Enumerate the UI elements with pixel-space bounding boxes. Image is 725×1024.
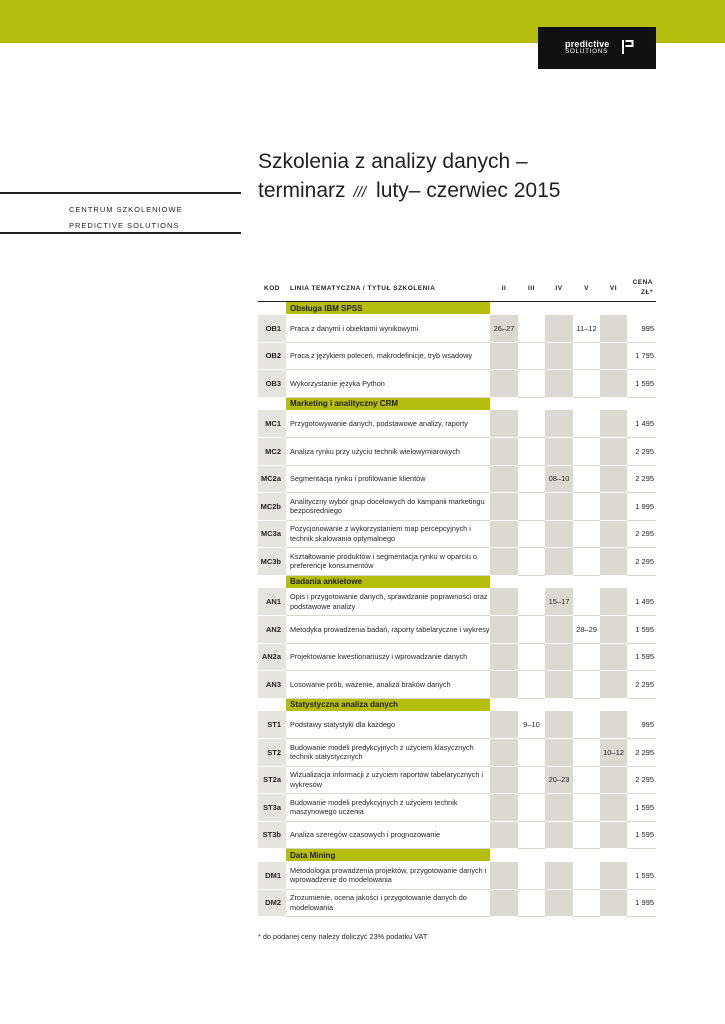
course-date-m6 xyxy=(600,616,627,644)
header-month-iv: IV xyxy=(545,275,573,302)
course-date-m2 xyxy=(490,548,518,576)
title-line2 xyxy=(258,176,560,207)
course-date-m2 xyxy=(490,889,518,917)
course-price: 1 595 xyxy=(627,794,656,822)
course-price: 1 595 xyxy=(627,370,656,398)
course-date-m6 xyxy=(600,465,627,493)
course-price: 995 xyxy=(627,711,656,739)
title-terminarz: terminarz xyxy=(258,179,346,202)
course-title: Budowanie modeli predykcyjnych z użyciem technik maszynowego uczenia xyxy=(286,794,490,822)
course-price: 2 295 xyxy=(627,671,656,699)
table-row xyxy=(258,315,656,343)
course-date-m3 xyxy=(518,315,545,343)
course-date-m6 xyxy=(600,711,627,739)
course-code: AN2 xyxy=(258,616,286,644)
predictive-solutions-logo xyxy=(538,27,656,69)
course-date-m2 xyxy=(490,370,518,398)
course-code: AN3 xyxy=(258,671,286,699)
course-code: OB1 xyxy=(258,315,286,343)
category-name: Data Mining xyxy=(286,849,490,862)
course-date-m3 xyxy=(518,520,545,548)
category-fill-cell xyxy=(490,302,656,315)
course-date-m3 xyxy=(518,739,545,767)
course-date-m6 xyxy=(600,821,627,849)
course-date-m5 xyxy=(573,548,600,576)
course-date-m4 xyxy=(545,342,573,370)
course-code: AN1 xyxy=(258,588,286,616)
category-row xyxy=(258,698,656,711)
course-code: AN2a xyxy=(258,643,286,671)
course-date-m4 xyxy=(545,438,573,466)
table-body xyxy=(258,302,656,917)
course-date-m3 xyxy=(518,438,545,466)
category-row xyxy=(258,302,656,315)
header-price-unit: ZŁ* xyxy=(641,289,653,296)
category-code-cell xyxy=(258,698,286,711)
category-name: Badania ankietowe xyxy=(286,575,490,588)
course-date-m5 xyxy=(573,794,600,822)
table-row xyxy=(258,821,656,849)
header-code: KOD xyxy=(258,275,286,302)
course-code: MC3a xyxy=(258,520,286,548)
title-line1: Szkolenia z analizy danych – xyxy=(258,150,528,173)
course-code: ST2a xyxy=(258,766,286,794)
course-date-m2 xyxy=(490,766,518,794)
category-code-cell xyxy=(258,302,286,315)
title-date-range: luty– czerwiec 2015 xyxy=(376,179,561,202)
course-date-m3 xyxy=(518,766,545,794)
course-date-m5 xyxy=(573,370,600,398)
sidebar-org-name xyxy=(69,202,183,234)
course-date-m2: 26–27 xyxy=(490,315,518,343)
course-date-m2 xyxy=(490,342,518,370)
course-date-m3 xyxy=(518,548,545,576)
course-title: Pozycjonowanie z wykorzystaniem map percepcyjnych i technik skalowania optymalnego xyxy=(286,520,490,548)
title-separator: /// xyxy=(353,184,367,201)
course-date-m2 xyxy=(490,711,518,739)
course-date-m3 xyxy=(518,821,545,849)
table-row xyxy=(258,643,656,671)
header-price xyxy=(627,275,656,302)
course-date-m6 xyxy=(600,588,627,616)
course-date-m6 xyxy=(600,766,627,794)
sidebar-line1: CENTRUM SZKOLENIOWE xyxy=(69,205,183,214)
course-price: 2 295 xyxy=(627,548,656,576)
course-price: 1 595 xyxy=(627,643,656,671)
table-row xyxy=(258,616,656,644)
course-title: Metodologia prowadzenia projektów, przygotowanie danych i wprowadzenie do modelowania xyxy=(286,862,490,890)
course-date-m2 xyxy=(490,862,518,890)
course-code: ST2 xyxy=(258,739,286,767)
course-date-m6 xyxy=(600,671,627,699)
course-date-m6 xyxy=(600,342,627,370)
table-row xyxy=(258,794,656,822)
course-date-m5 xyxy=(573,711,600,739)
category-fill-cell xyxy=(490,698,656,711)
course-date-m2 xyxy=(490,588,518,616)
course-date-m4 xyxy=(545,671,573,699)
header-month-vi: VI xyxy=(600,275,627,302)
table-row xyxy=(258,342,656,370)
table-row xyxy=(258,438,656,466)
course-date-m5 xyxy=(573,671,600,699)
course-date-m2 xyxy=(490,616,518,644)
course-date-m3 xyxy=(518,862,545,890)
course-date-m6 xyxy=(600,862,627,890)
course-price: 1 595 xyxy=(627,862,656,890)
training-schedule-table xyxy=(258,275,656,917)
course-title: Kształtowanie produktów i segmentacja rynku w oparciu o preferencje konsumentów xyxy=(286,548,490,576)
course-date-m4 xyxy=(545,862,573,890)
course-date-m4 xyxy=(545,794,573,822)
table-row xyxy=(258,711,656,739)
course-code: ST3b xyxy=(258,821,286,849)
course-price: 995 xyxy=(627,315,656,343)
table-row xyxy=(258,889,656,917)
course-title: Segmentacja rynku i profilowanie klientów xyxy=(286,465,490,493)
predictive-logo-mark-icon xyxy=(622,40,634,54)
course-date-m5 xyxy=(573,643,600,671)
course-date-m3 xyxy=(518,588,545,616)
course-price: 1 995 xyxy=(627,889,656,917)
header-line: LINIA TEMATYCZNA / TYTUŁ SZKOLENIA xyxy=(286,275,490,302)
course-price: 1 495 xyxy=(627,588,656,616)
course-date-m3 xyxy=(518,342,545,370)
table-row xyxy=(258,766,656,794)
course-code: MC2b xyxy=(258,493,286,521)
table-row xyxy=(258,493,656,521)
course-price: 1 795 xyxy=(627,342,656,370)
course-code: MC3b xyxy=(258,548,286,576)
table-row xyxy=(258,520,656,548)
course-date-m2 xyxy=(490,410,518,438)
course-date-m6 xyxy=(600,315,627,343)
course-date-m2 xyxy=(490,643,518,671)
course-date-m4: 08–10 xyxy=(545,465,573,493)
course-date-m2 xyxy=(490,520,518,548)
course-date-m4 xyxy=(545,821,573,849)
course-date-m6 xyxy=(600,410,627,438)
course-code: ST1 xyxy=(258,711,286,739)
course-title: Praca z danymi i obiektami wynikowymi xyxy=(286,315,490,343)
course-date-m5 xyxy=(573,862,600,890)
course-date-m6 xyxy=(600,438,627,466)
course-date-m6 xyxy=(600,643,627,671)
course-code: MC1 xyxy=(258,410,286,438)
table-row xyxy=(258,465,656,493)
course-title: Metodyka prowadzenia badań, raporty tabelaryczne i wykresy xyxy=(286,616,490,644)
course-date-m3 xyxy=(518,889,545,917)
course-code: MC2 xyxy=(258,438,286,466)
course-date-m3 xyxy=(518,493,545,521)
course-title: Wykorzystanie języka Python xyxy=(286,370,490,398)
course-code: OB2 xyxy=(258,342,286,370)
table-row xyxy=(258,548,656,576)
course-date-m2 xyxy=(490,739,518,767)
course-price: 2 295 xyxy=(627,520,656,548)
course-date-m2 xyxy=(490,465,518,493)
sidebar-bottom-rule xyxy=(0,232,241,234)
course-title: Analityczny wybór grup docelowych do kampanii marketingu bezpośredniego xyxy=(286,493,490,521)
course-title: Analiza szeregów czasowych i prognozowanie xyxy=(286,821,490,849)
course-date-m6 xyxy=(600,370,627,398)
course-price: 2 295 xyxy=(627,465,656,493)
category-name: Marketing i analityczny CRM xyxy=(286,397,490,410)
course-date-m4 xyxy=(545,315,573,343)
course-date-m3 xyxy=(518,370,545,398)
course-title: Budowanie modeli predykcyjnych z użyciem klasycznych technik statystycznych xyxy=(286,739,490,767)
course-date-m5 xyxy=(573,520,600,548)
course-date-m4: 20–23 xyxy=(545,766,573,794)
course-date-m4 xyxy=(545,889,573,917)
course-price: 1 595 xyxy=(627,821,656,849)
course-price: 2 295 xyxy=(627,766,656,794)
course-date-m5: 28–29 xyxy=(573,616,600,644)
course-date-m4 xyxy=(545,548,573,576)
course-code: ST3a xyxy=(258,794,286,822)
course-date-m3 xyxy=(518,616,545,644)
course-date-m5 xyxy=(573,889,600,917)
table-row xyxy=(258,410,656,438)
course-date-m4 xyxy=(545,616,573,644)
table-row xyxy=(258,370,656,398)
category-code-cell xyxy=(258,397,286,410)
course-date-m5 xyxy=(573,588,600,616)
footnote: * do podanej ceny należy doliczyć 23% podatku VAT xyxy=(258,932,428,941)
course-date-m5 xyxy=(573,766,600,794)
course-code: DM1 xyxy=(258,862,286,890)
category-fill-cell xyxy=(490,849,656,862)
category-row xyxy=(258,397,656,410)
sidebar-line2: PREDICTIVE SOLUTIONS xyxy=(69,221,180,230)
category-fill-cell xyxy=(490,575,656,588)
course-date-m4: 15–17 xyxy=(545,588,573,616)
course-date-m3 xyxy=(518,465,545,493)
header-month-ii: II xyxy=(490,275,518,302)
course-title: Projektowanie kwestionariuszy i wprowadzanie danych xyxy=(286,643,490,671)
course-date-m5 xyxy=(573,821,600,849)
table-row xyxy=(258,671,656,699)
course-date-m5 xyxy=(573,410,600,438)
logo-line2: SOLUTIONS xyxy=(565,48,608,55)
course-date-m4 xyxy=(545,643,573,671)
course-date-m2 xyxy=(490,493,518,521)
course-date-m3: 9–10 xyxy=(518,711,545,739)
course-price: 1 595 xyxy=(627,616,656,644)
page-title xyxy=(258,147,560,207)
category-row xyxy=(258,849,656,862)
header-month-v: V xyxy=(573,275,600,302)
course-date-m4 xyxy=(545,370,573,398)
course-date-m6 xyxy=(600,548,627,576)
header-month-iii: III xyxy=(518,275,545,302)
course-date-m4 xyxy=(545,711,573,739)
course-price: 1 495 xyxy=(627,410,656,438)
course-date-m5 xyxy=(573,739,600,767)
course-price: 1 995 xyxy=(627,493,656,521)
course-date-m4 xyxy=(545,410,573,438)
course-title: Zrozumienie, ocena jakości i przygotowanie danych do modelowania xyxy=(286,889,490,917)
course-price: 2 295 xyxy=(627,438,656,466)
sidebar-top-rule xyxy=(0,192,241,194)
course-date-m6 xyxy=(600,794,627,822)
category-name: Obsługa IBM SPSS xyxy=(286,302,490,315)
course-title: Losowanie prób, ważenie, analiza braków danych xyxy=(286,671,490,699)
category-fill-cell xyxy=(490,397,656,410)
course-date-m2 xyxy=(490,671,518,699)
course-title: Analiza rynku przy użyciu technik wielowymiarowych xyxy=(286,438,490,466)
course-code: DM2 xyxy=(258,889,286,917)
logo-line1: predictive xyxy=(565,39,610,49)
course-date-m5 xyxy=(573,438,600,466)
course-date-m2 xyxy=(490,821,518,849)
course-code: MC2a xyxy=(258,465,286,493)
category-code-cell xyxy=(258,575,286,588)
course-date-m5 xyxy=(573,465,600,493)
course-date-m5 xyxy=(573,342,600,370)
course-date-m3 xyxy=(518,671,545,699)
course-title: Wizualizacja informacji z użyciem raportów tabelarycznych i wykresów xyxy=(286,766,490,794)
course-date-m4 xyxy=(545,520,573,548)
course-code: OB3 xyxy=(258,370,286,398)
category-row xyxy=(258,575,656,588)
course-title: Przygotowywanie danych, podstawowe analizy, raporty xyxy=(286,410,490,438)
course-date-m3 xyxy=(518,794,545,822)
course-date-m4 xyxy=(545,493,573,521)
course-date-m3 xyxy=(518,410,545,438)
category-name: Statystyczna analiza danych xyxy=(286,698,490,711)
course-date-m6: 10–12 xyxy=(600,739,627,767)
course-date-m2 xyxy=(490,794,518,822)
course-date-m6 xyxy=(600,520,627,548)
table-row xyxy=(258,588,656,616)
table-row xyxy=(258,739,656,767)
course-price: 2 295 xyxy=(627,739,656,767)
table-header-row xyxy=(258,275,656,302)
category-code-cell xyxy=(258,849,286,862)
course-title: Praca z językiem poleceń, makrodefinicje, tryb wsadowy xyxy=(286,342,490,370)
course-title: Podstawy statystyki dla każdego xyxy=(286,711,490,739)
course-date-m4 xyxy=(545,739,573,767)
course-title: Opis i przygotowanie danych, sprawdzanie poprawności oraz podstawowe analizy xyxy=(286,588,490,616)
course-date-m3 xyxy=(518,643,545,671)
course-date-m6 xyxy=(600,889,627,917)
course-date-m5 xyxy=(573,493,600,521)
course-date-m5: 11–12 xyxy=(573,315,600,343)
table-row xyxy=(258,862,656,890)
course-date-m2 xyxy=(490,438,518,466)
header-price-label: CENA xyxy=(632,279,653,286)
course-date-m6 xyxy=(600,493,627,521)
